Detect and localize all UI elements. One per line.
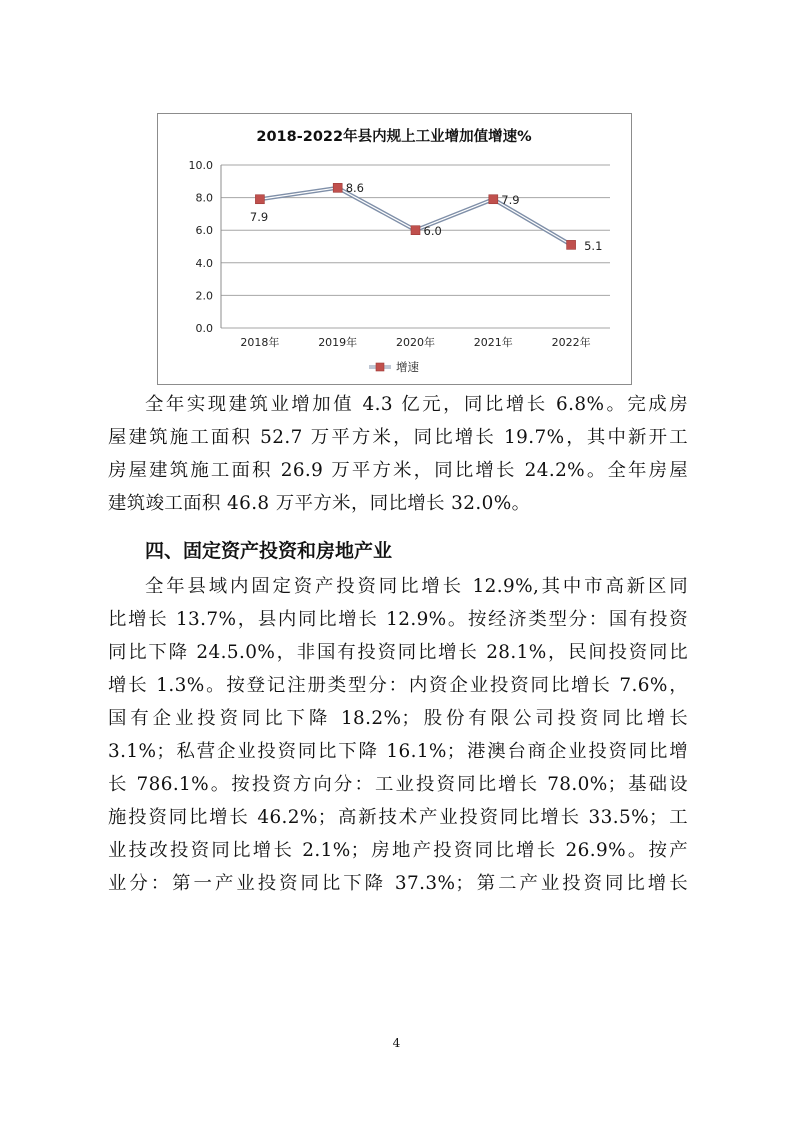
text-line: 全年实现建筑业增加值 4.3 亿元，同比增长 6.8%。完成房	[145, 394, 688, 415]
gridlines	[221, 165, 610, 328]
data-point-marker	[489, 195, 498, 204]
x-tick-label: 2018年	[240, 336, 280, 349]
text-line: 建筑竣工面积 46.8 万平方米，同比增长 32.0%。	[108, 493, 531, 514]
paragraph-construction	[108, 388, 688, 520]
x-tick-label: 2020年	[396, 336, 435, 349]
x-tick-label: 2019年	[318, 336, 358, 349]
y-tick-label: 6.0	[195, 224, 213, 238]
text-line: 屋建筑施工面积 52.7 万平方米，同比增长 19.7%，其中新开工	[108, 427, 688, 448]
page-number: 4	[392, 1036, 401, 1050]
text-line: 长 786.1%。按投资方向分：工业投资同比增长 78.0%；基础设	[108, 774, 688, 795]
data-label: 7.9	[249, 210, 269, 225]
chart-title: 2018-2022年县内规上工业增加值增速%	[256, 129, 532, 145]
data-label: 8.6	[345, 180, 364, 195]
text-line: 增长 1.3%。按登记注册类型分：内资企业投资同比增长 7.6%，	[108, 675, 688, 696]
text-line: 业分：第一产业投资同比下降 37.3%；第二产业投资同比增长	[108, 873, 688, 894]
data-label: 5.1	[584, 238, 603, 253]
y-axis-ticks	[189, 159, 214, 335]
data-label: 7.9	[501, 193, 520, 208]
legend	[369, 360, 419, 374]
line-chart	[157, 113, 632, 385]
text-line: 同比下降 24.5.0%，非国有投资同比增长 28.1%，民间投资同比	[108, 642, 688, 663]
data-label: 6.0	[423, 224, 442, 239]
series-line-outer	[260, 188, 571, 245]
section-heading: 四、固定资产投资和房地产业	[145, 540, 393, 562]
text-line: 房屋建筑施工面积 26.9 万平方米，同比增长 24.2%。全年房屋	[108, 460, 688, 481]
data-point-marker	[567, 240, 576, 249]
y-tick-label: 2.0	[195, 289, 213, 303]
data-point-marker	[411, 226, 420, 235]
y-tick-label: 10.0	[188, 159, 213, 172]
text-line: 全年县域内固定资产投资同比增长 12.9%,其中市高新区同	[145, 576, 688, 597]
text-line: 比增长 13.7%，县内同比增长 12.9%。按经济类型分：国有投资	[108, 609, 688, 630]
legend-label: 增速	[396, 360, 419, 374]
chart-canvas	[158, 114, 631, 384]
y-tick-label: 4.0	[195, 256, 213, 270]
text-line: 业技改投资同比增长 2.1%；房地产投资同比增长 26.9%。按产	[108, 840, 688, 861]
x-axis-ticks	[240, 335, 590, 349]
paragraph-investment	[108, 570, 688, 900]
x-tick-label: 2022年	[551, 336, 591, 349]
x-tick-label: 2021年	[473, 336, 513, 349]
legend-marker-icon	[376, 363, 384, 371]
text-line: 施投资同比增长 46.2%；高新技术产业投资同比增长 33.5%；工	[108, 807, 688, 828]
data-point-marker	[333, 183, 342, 192]
text-line: 国有企业投资同比下降 18.2%；股份有限公司投资同比增长	[108, 708, 688, 729]
series-line	[260, 188, 571, 245]
text-line: 3.1%；私营企业投资同比下降 16.1%；港澳台商企业投资同比增	[108, 741, 688, 762]
y-tick-label: 8.0	[195, 191, 213, 205]
data-point-marker	[255, 195, 264, 204]
y-tick-label: 0.0	[195, 322, 213, 335]
